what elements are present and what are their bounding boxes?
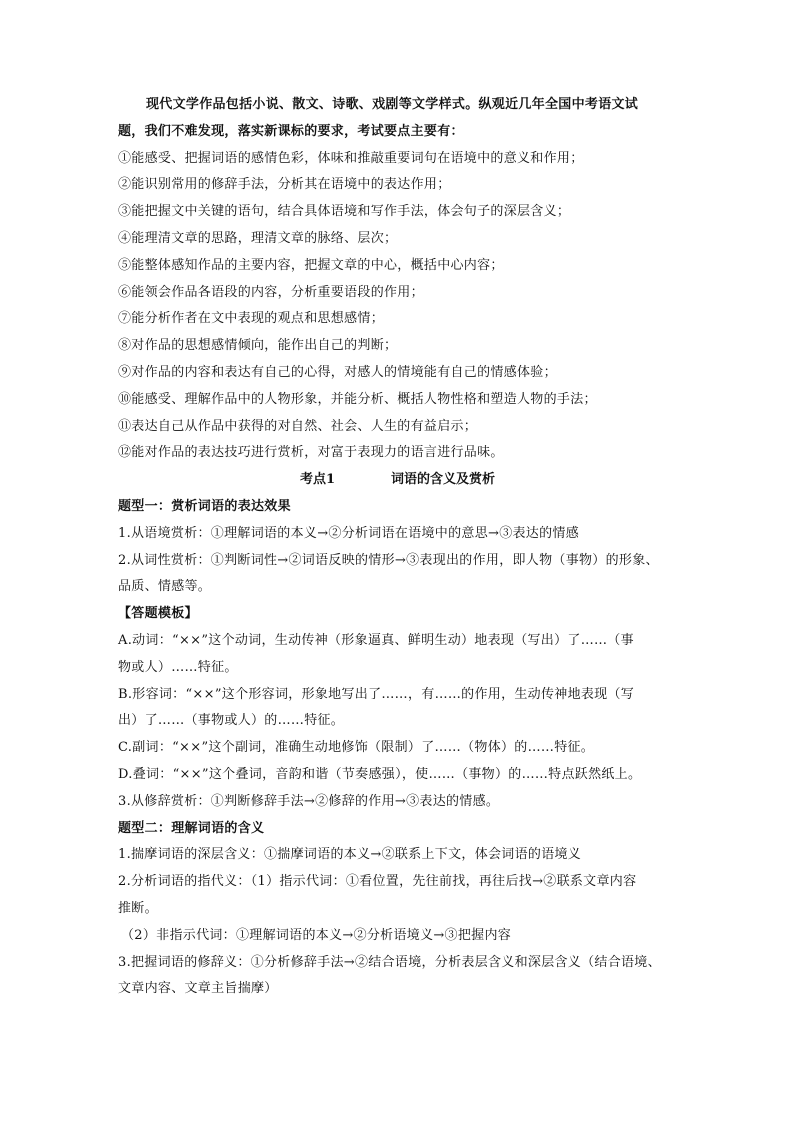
type-2-heading: 题型二：理解词语的含义 [118, 820, 265, 836]
exam-point: ④能理清文章的思路，理清文章的脉络、层次； [118, 230, 398, 246]
type-1-heading: 题型一：赏析词语的表达效果 [118, 498, 291, 514]
exam-point: ③能把握文中关键的语句，结合具体语境和写作手法，体会句子的深层含义； [118, 204, 571, 220]
intro-line-2: 题，我们不难发现，落实新课标的要求，考试要点主要有： [118, 123, 464, 139]
template-c-line: C.副词：“××”这个副词，准确生动地修饰（限制）了……（物体）的……特征。 [118, 740, 595, 756]
type-2-item-1: 1.揣摩词语的深层含义：①揣摩词语的本义→②联系上下文，体会词语的语境义 [118, 847, 582, 863]
question-type-2 [118, 816, 690, 1004]
type-1-item-3: 3.从修辞赏析：①判断修辞手法→②修辞的作用→③表达的情感。 [118, 793, 500, 809]
exam-point: ⑩能感受、理解作品中的人物形象，并能分析、概括人物性格和塑造人物的手法； [118, 391, 597, 407]
question-type-1 [118, 494, 690, 816]
exam-point: ⑥能领会作品各语段的内容，分析重要语段的作用； [118, 284, 424, 300]
exam-point: ⑨对作品的内容和表达有自己的心得，对感人的情境能有自己的情感体验； [118, 364, 557, 380]
template-a-line-2: 物或人）……特征。 [118, 659, 238, 675]
exam-point: ⑧对作品的思想感情倾向，能作出自己的判断； [118, 338, 398, 354]
exam-point: ⑫能对作品的表达技巧进行赏析，对富于表现力的语言进行品味。 [118, 445, 504, 461]
exam-point: ①能感受、把握词语的感情色彩，体味和推敲重要词句在语境中的意义和作用； [118, 150, 584, 166]
kaodian-label: 考点1 [300, 472, 336, 488]
type-1-item-2-line-2: 品质、情感等。 [118, 579, 212, 595]
document-page [118, 92, 690, 1003]
exam-points-list [118, 146, 690, 468]
type-1-item-2-line-1: 2.从词性赏析：①判断词性→②词语反映的情形→③表现出的作用，即人物（事物）的形象、 [118, 552, 659, 568]
template-d-line: D.叠词：“××”这个叠词，音韵和谐（节奏感强），使……（事物）的……特点跃然纸上。 [118, 766, 642, 782]
template-b-line-1: B.形容词：“××”这个形容词，形象地写出了……，有……的作用，生动传神地表现（写 [118, 686, 635, 702]
exam-point: ②能识别常用的修辞手法，分析其在语境中的表达作用； [118, 177, 451, 193]
type-1-item-1: 1.从语境赏析：①理解词语的本义→②分析词语在语境中的意思→③表达的情感 [118, 525, 579, 541]
type-2-item-3-line-2: 文章内容、文章主旨揣摩） [118, 981, 278, 997]
type-2-item-2-line-1: 2.分析词语的指代义：（1）指示代词：①看位置，先往前找，再往后找→②联系文章内容 [118, 874, 637, 890]
exam-point: ⑦能分析作者在文中表现的观点和思想感情； [118, 311, 385, 327]
exam-point: ⑪表达自己从作品中获得的对自然、社会、人生的有益启示； [118, 418, 478, 434]
exam-point: ⑤能整体感知作品的主要内容，把握文章的中心，概括中心内容； [118, 257, 504, 273]
type-2-item-2-line-2: 推断。 [118, 900, 158, 916]
template-a-line-1: A.动词：“××”这个动词，生动传神（形象逼真、鲜明生动）地表现（写出）了……（事 [118, 632, 634, 648]
intro-line-1: 现代文学作品包括小说、散文、诗歌、戏剧等文学样式。纵观近几年全国中考语文试 [146, 97, 639, 112]
answer-template-label: 【答题模板】 [118, 606, 198, 622]
section-title [118, 467, 690, 494]
kaodian-title: 词语的含义及赏析 [391, 472, 496, 488]
type-2-item-2-sub: （2）非指示代词：①理解词语的本义→②分析语境义→③把握内容 [121, 927, 512, 943]
type-2-item-3-line-1: 3.把握词语的修辞义：①分析修辞手法→②结合语境，分析表层含义和深层含义（结合语境、 [118, 954, 661, 970]
template-b-line-2: 出）了……（事物或人）的……特征。 [118, 713, 345, 729]
